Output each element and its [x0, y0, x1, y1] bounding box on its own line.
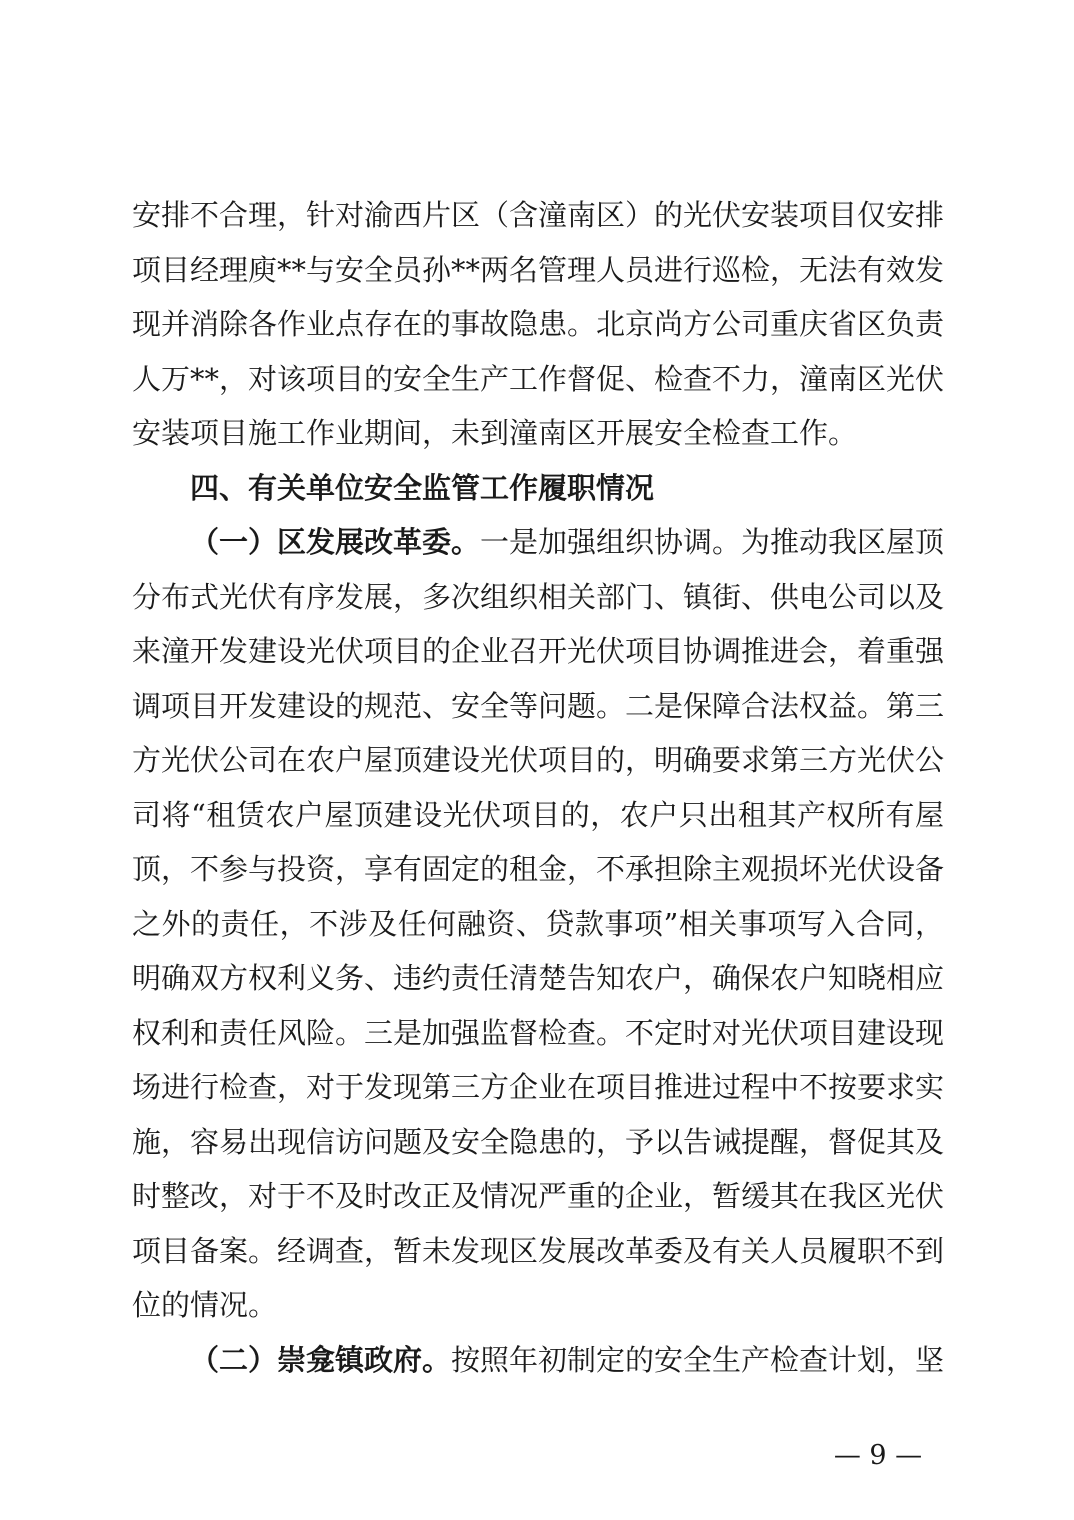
paragraph-line: 时整改，对于不及时改正及情况严重的企业，暂缓其在我区光伏	[132, 1179, 945, 1213]
paragraph-line: 施，容易出现信访问题及安全隐患的，予以告诫提醒，督促其及	[132, 1124, 945, 1159]
paragraph-line: 人万**，对该项目的安全生产工作督促、检查不力，潼南区光伏	[132, 361, 945, 396]
paragraph-first-line	[132, 1333, 944, 1388]
paragraph-line: 司将“租赁农户屋顶建设光伏项目的，农户只出租其产权所有屋	[132, 797, 944, 832]
paragraph-line: 调项目开发建设的规范、安全等问题。二是保障合法权益。第三	[132, 688, 945, 723]
page-number: — 9 —	[833, 1440, 923, 1471]
subsection-lead: （一）区发展改革委。	[190, 525, 481, 559]
paragraph-line: 项目备案。经调查，暂未发现区发展改革委及有关人员履职不到	[132, 1233, 945, 1268]
paragraph-line: 安排不合理，针对渝西片区（含潼南区）的光伏安装项目仅安排	[132, 198, 945, 232]
paragraph-text: 按照年初制定的安全生产检查计划，坚	[451, 1342, 945, 1377]
subsection-lead: （二）崇龛镇政府。	[190, 1342, 452, 1377]
paragraph-line: 现并消除各作业点存在的事故隐患。北京尚方公司重庆省区负责	[132, 307, 945, 341]
paragraph-line: 方光伏公司在农户屋顶建设光伏项目的，明确要求第三方光伏公	[132, 743, 945, 777]
paragraph-line: 场进行检查，对于发现第三方企业在项目推进过程中不按要求实	[132, 1070, 945, 1104]
paragraph-line: 明确双方权利义务、违约责任清楚告知农户，确保农户知晓相应	[132, 961, 945, 995]
paragraph-line: 安装项目施工作业期间，未到潼南区开展安全检查工作。	[132, 416, 858, 450]
document-body	[132, 188, 944, 1387]
paragraph-line: 之外的责任，不涉及任何融资、贷款事项”相关事项写入合同，	[132, 906, 944, 941]
paragraph-line: 项目经理庾**与安全员孙**两名管理人员进行巡检，无法有效发	[132, 252, 945, 287]
paragraph-text: 一是加强组织协调。为推动我区屋顶	[480, 525, 945, 559]
paragraph-first-line	[132, 515, 944, 570]
paragraph-line: 来潼开发建设光伏项目的企业召开光伏项目协调推进会，着重强	[132, 634, 945, 668]
paragraph-line: 位的情况。	[132, 1288, 278, 1322]
paragraph-line: 权利和责任风险。三是加强监督检查。不定时对光伏项目建设现	[132, 1015, 945, 1050]
paragraph-line: 分布式光伏有序发展，多次组织相关部门、镇街、供电公司以及	[132, 579, 945, 614]
paragraph-line: 顶，不参与投资，享有固定的租金，不承担除主观损坏光伏设备	[132, 852, 945, 886]
section-heading: 四、有关单位安全监管工作履职情况	[190, 470, 655, 505]
